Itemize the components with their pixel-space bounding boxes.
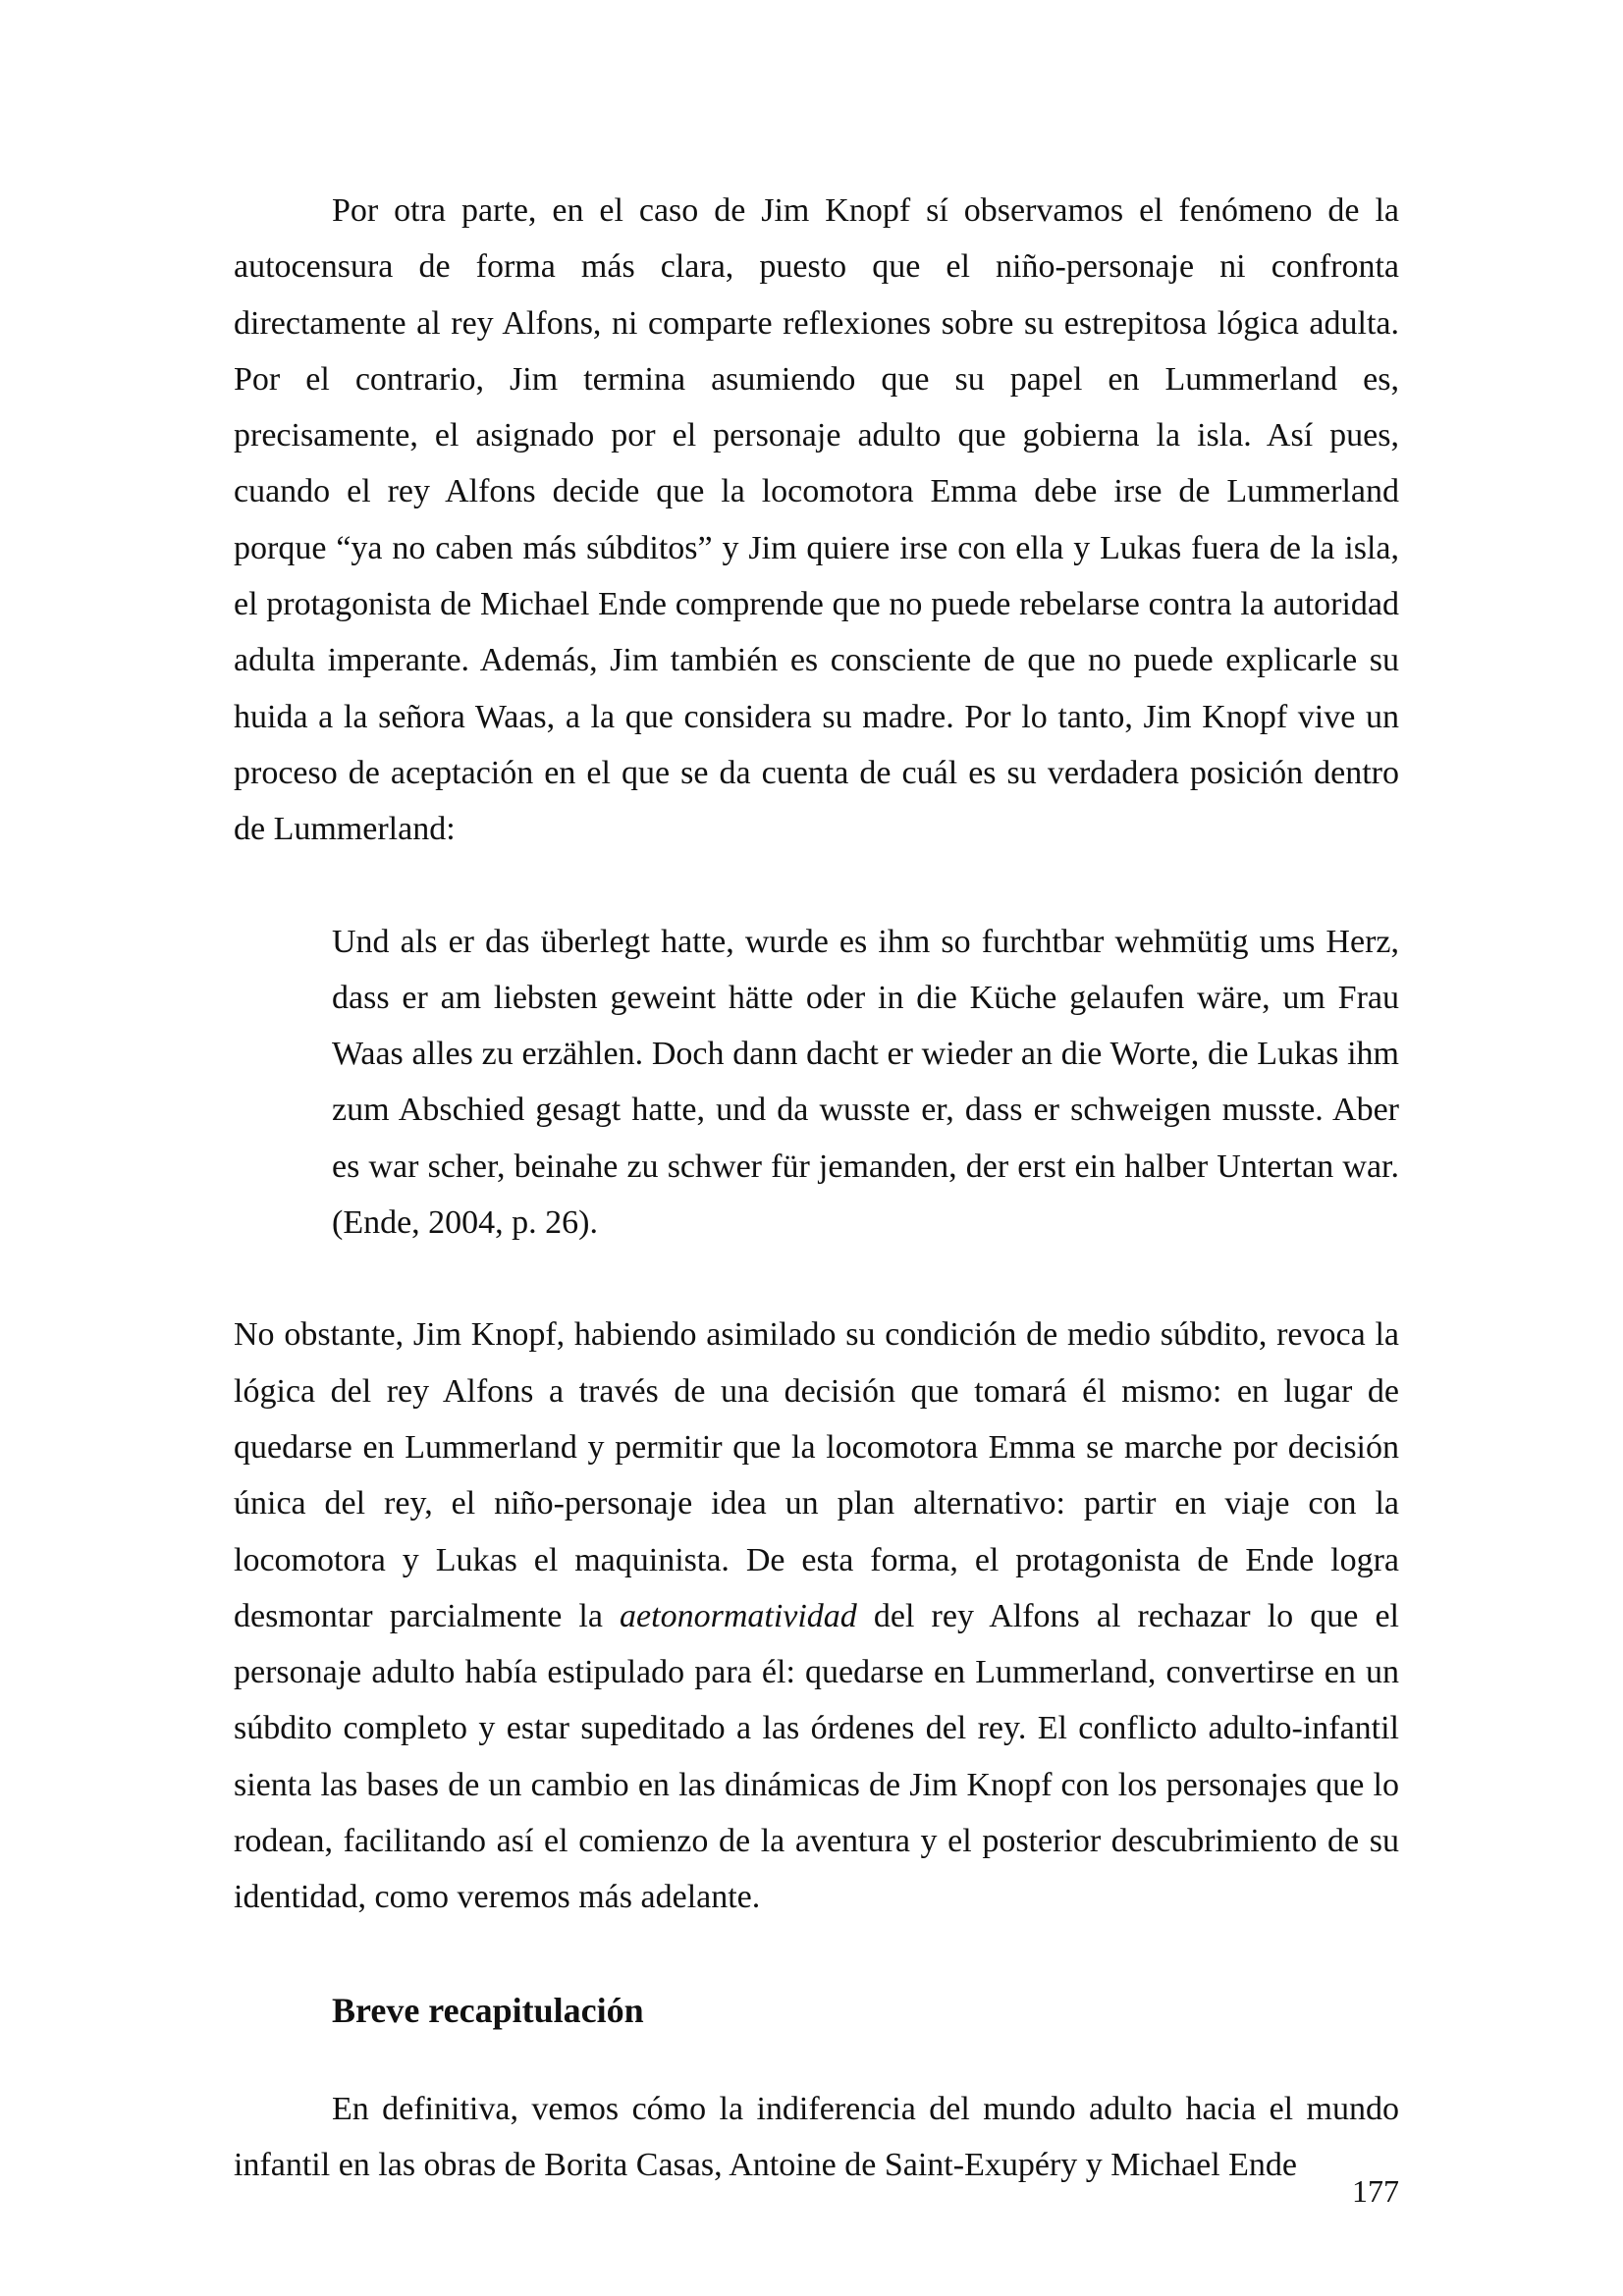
block-quote: Und als er das überlegt hatte, wurde es ihm so furchtbar wehmütig ums Herz, dass er am liebsten geweint hätte oder in die Küche gelaufen wäre, um Frau Waas alles zu erzählen. Doch dann dacht er wieder an die Worte, die Lukas ihm zum Abschied gesagt hatte, und da wusste er, dass er schweigen musste. Aber es war scher, beinahe zu schwer für jemanden, der erst ein halber Untertan war. (Ende, 2004, p. 26). [332,923,1399,1242]
paragraph-1: Por otra parte, en el caso de Jim Knopf sí observamos el fenómeno de la autocensura de forma más clara, puesto que el niño-personaje ni confronta directamente al rey Alfons, ni comparte reflexiones sobre su estrepitosa lógica adulta. Por el contrario, Jim termina asumiendo que su papel en Lummerland es, precisamente, el asignado por el personaje adulto que gobierna la isla. Así pues, cuando el rey Alfons decide que la locomotora Emma debe irse de Lummerland porque “ya no caben más súbditos” y Jim quiere irse con ella y Lukas fuera de la isla, el protagonista de Michael Ende comprende que no puede rebelarse contra la autoridad adulta imperante. Además, Jim también es consciente de que no puede explicarle su huida a la señora Waas, a la que considera su madre. Por lo tanto, Jim Knopf vive un proceso de aceptación en el que se da cuenta de cuál es su verdadera posición dentro de Lummerland: [234,192,1399,848]
spacer [234,2034,1399,2081]
spacer [234,1251,1399,1307]
paragraph-2-text-start: No obstante, Jim Knopf, habiendo asimilado su condición de medio súbdito, revoca la lógica del rey Alfons a través de una decisión que tomará él mismo: en lugar de quedarse en Lummerland y permitir que la locomotora Emma se marche por decisión única del rey, el niño-personaje idea un plan alternativo: partir en viaje con la locomotora y Lukas el maquinista. De esta forma, el protagonista de Ende logra desmontar parcialmente la [234,1316,1399,1634]
spacer [234,1926,1399,1987]
page-number: 177 [1352,2173,1399,2209]
paragraph-2 [234,1307,1399,1925]
spacer [234,858,1399,914]
page-body [234,183,1399,2193]
italic-term: aetonormatividad [620,1597,857,1634]
section-heading: Breve recapitulación [332,1990,644,2030]
paragraph-2-text-end: del rey Alfons al rechazar lo que el personaje adulto había estipulado para él: quedarse en Lummerland, convertirse en un súbdito completo y estar supeditado a las órdenes del rey. El conflicto adulto-infantil sienta las bases de un cambio en las dinámicas de Jim Knopf con los personajes que lo rodean, facilitando así el comienzo de la aventura y el posterior descubrimiento de su identidad, como veremos más adelante. [234,1597,1399,1916]
paragraph-3: En definitiva, vemos cómo la indiferencia del mundo adulto hacia el mundo infantil en las obras de Borita Casas, Antoine de Saint-Exupéry y Michael Ende [234,2090,1399,2183]
